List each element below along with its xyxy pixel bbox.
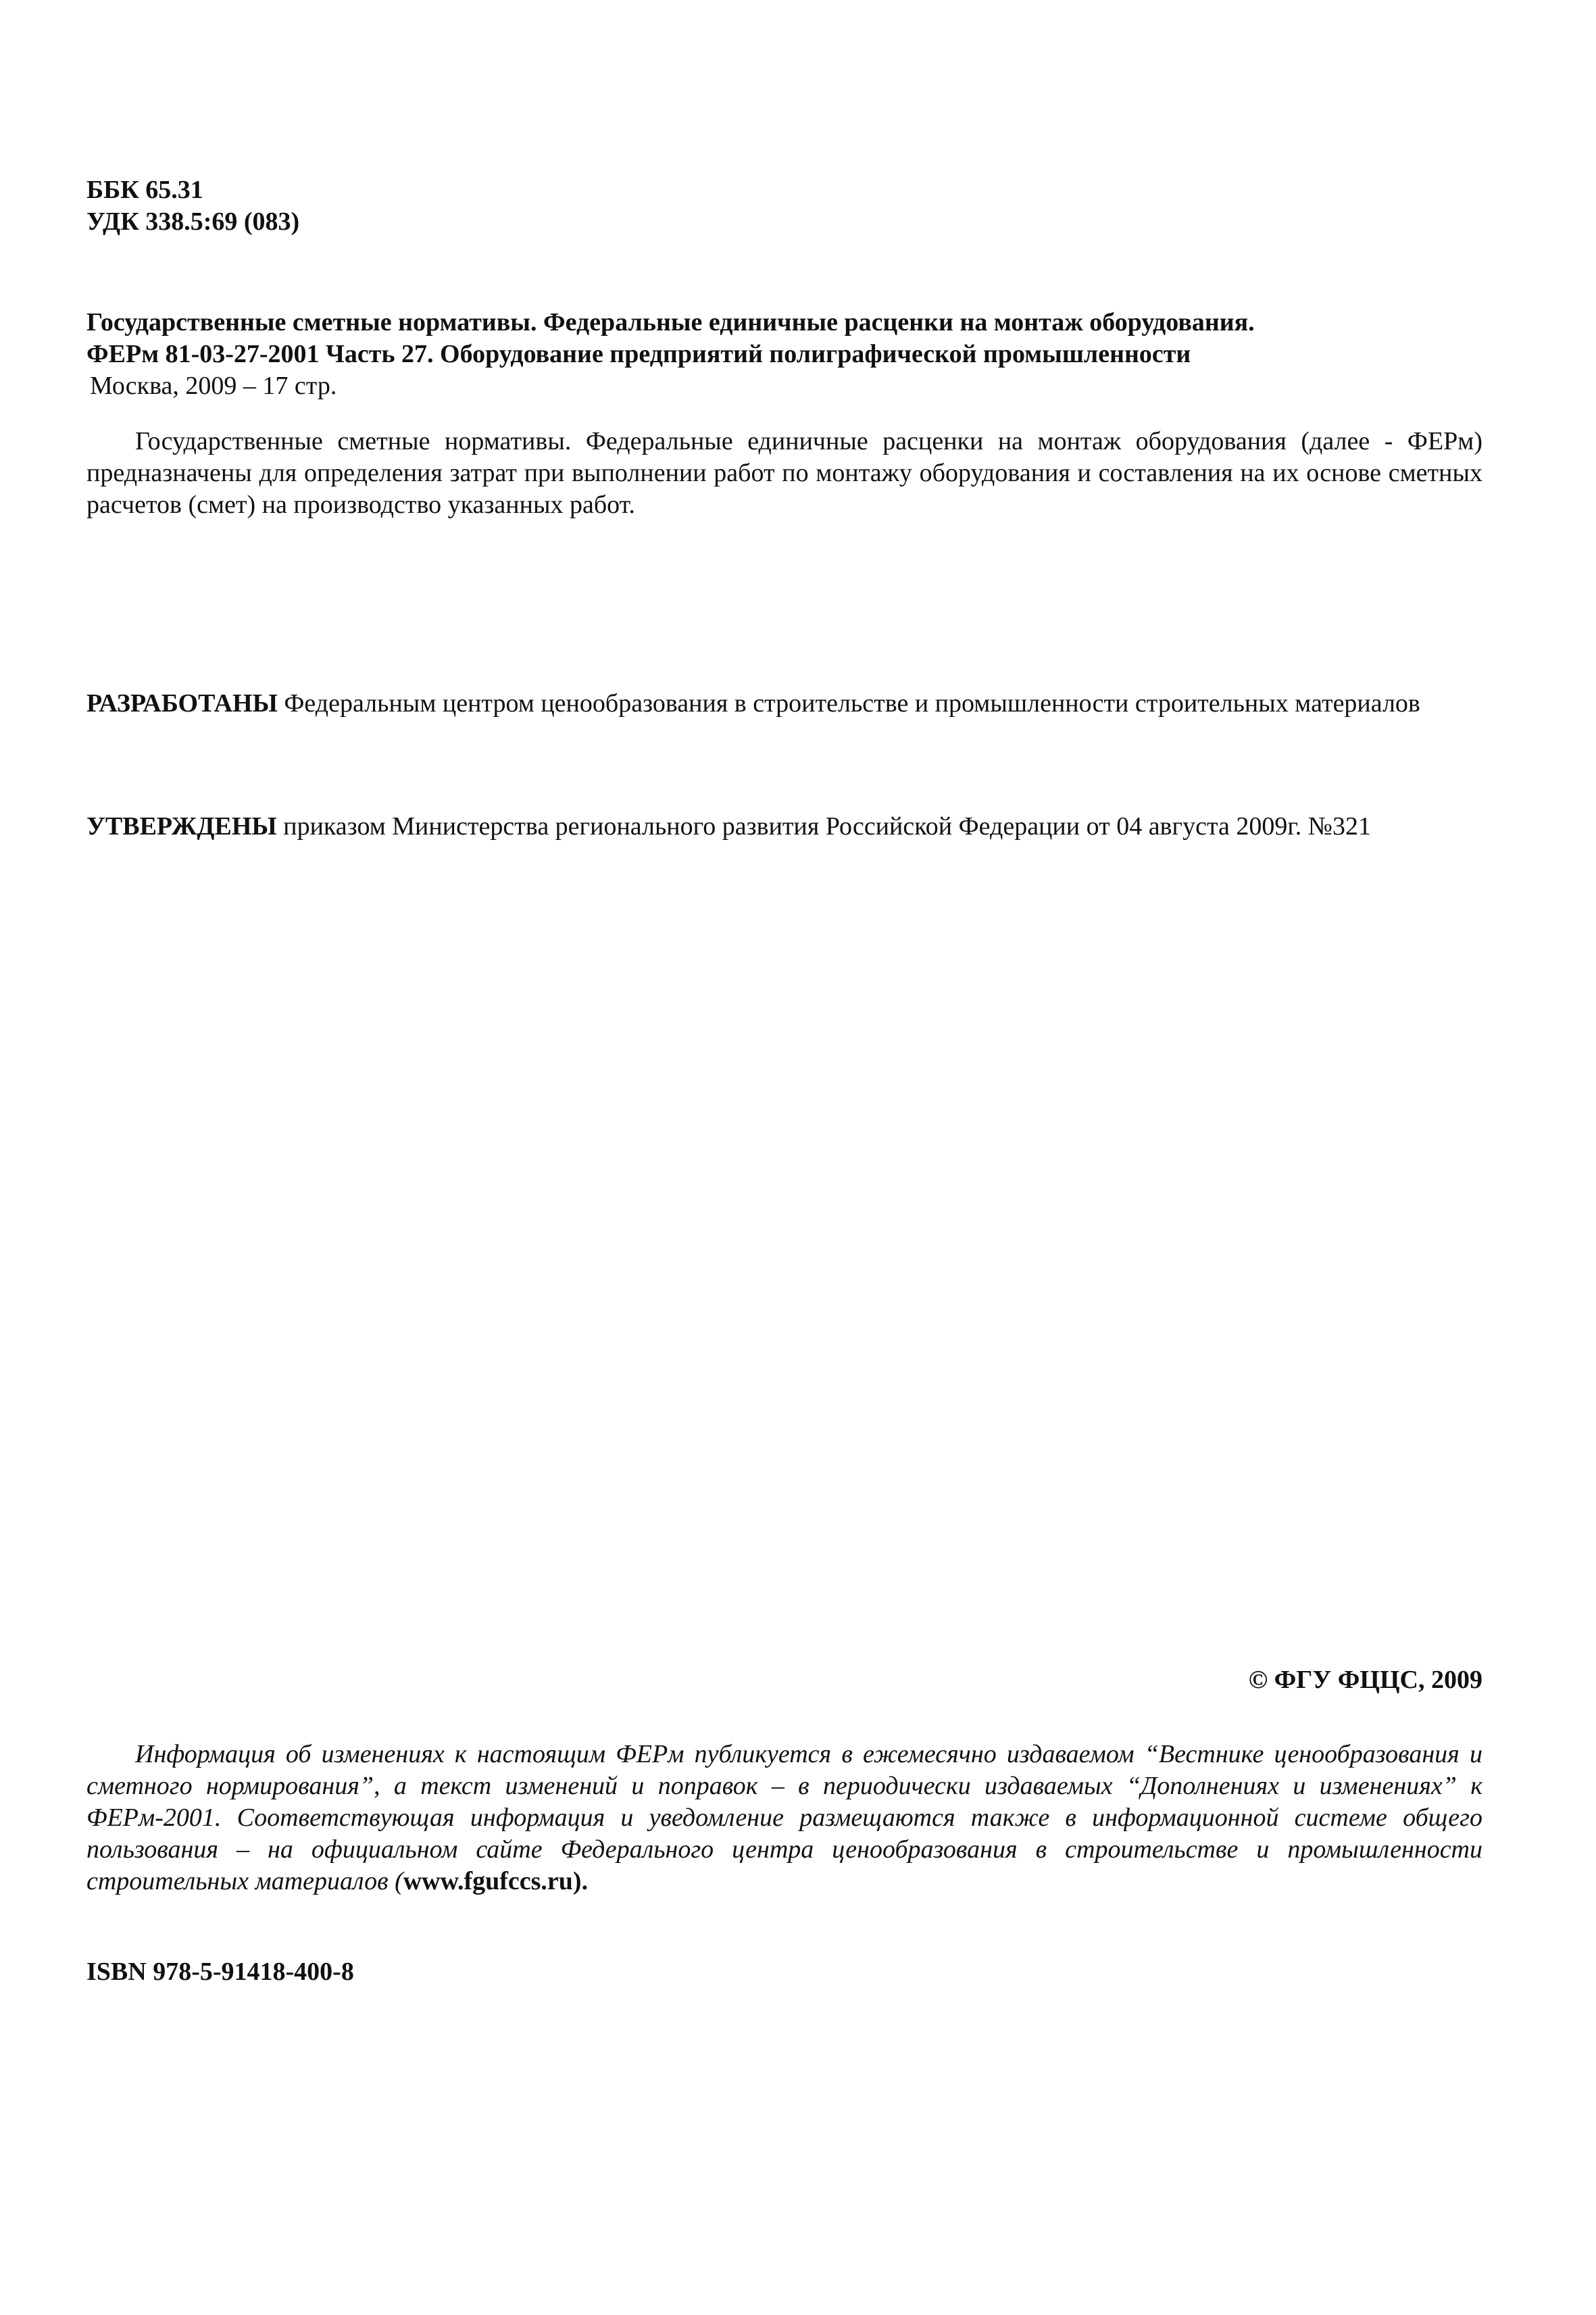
developed-label: РАЗРАБОТАНЫ: [86, 689, 278, 718]
updates-info-paragraph: [86, 1739, 1482, 1897]
developed-text: Федеральным центром ценообразования в строительстве и промышленности строительных материалов: [277, 689, 1420, 718]
classification-codes: [86, 174, 1482, 238]
copyright-notice: © ФГУ ФЦЦС, 2009: [1248, 1666, 1482, 1694]
bibliographic-title-block: [86, 307, 1482, 402]
updates-info-text: Информация об изменениях к настоящим ФЕРм публикуется в ежемесячно издаваемом “Вестнике ценообразования и сметного нормирования”, а текст изменений и поправок – в периодически издаваемых “Дополнениях и изменениях” к ФЕРм-2001. Соответствующая информация и уведомление размещаются также в информационной системе общего пользования – на официальном сайте Федерального центра ценообразования в строительстве и промышленности строительных материалов (: [86, 1740, 1482, 1895]
approved-label: УТВЕРЖДЕНЫ: [86, 812, 277, 841]
udk-code: УДК 338.5:69 (083): [86, 207, 300, 236]
developed-by-paragraph: [86, 688, 1482, 720]
title-line-1: Государственные сметные нормативы. Федеральные единичные расценки на монтаж оборудования.: [86, 308, 1255, 337]
bbk-code: ББК 65.31: [86, 176, 203, 204]
isbn-number: ISBN 978-5-91418-400-8: [86, 1958, 354, 1986]
abstract-paragraph: Государственные сметные нормативы. Федеральные единичные расценки на монтаж оборудования (далее - ФЕРм) предназначены для определения затрат при выполнении работ по монтажу оборудования и составления на их основе сметных расчетов (смет) на производство указанных работ.: [86, 427, 1482, 519]
title-line-2: ФЕРм 81-03-27-2001 Часть 27. Оборудование предприятий полиграфической промышленности: [86, 340, 1191, 368]
place-year-pages: Москва, 2009 – 17 стр.: [90, 372, 337, 400]
approved-by-paragraph: [86, 811, 1482, 843]
approved-text: приказом Министерства регионального развития Российской Федерации от 04 августа 2009г. №321: [276, 812, 1371, 841]
website-link[interactable]: www.fgufccs.ru).: [403, 1867, 589, 1895]
